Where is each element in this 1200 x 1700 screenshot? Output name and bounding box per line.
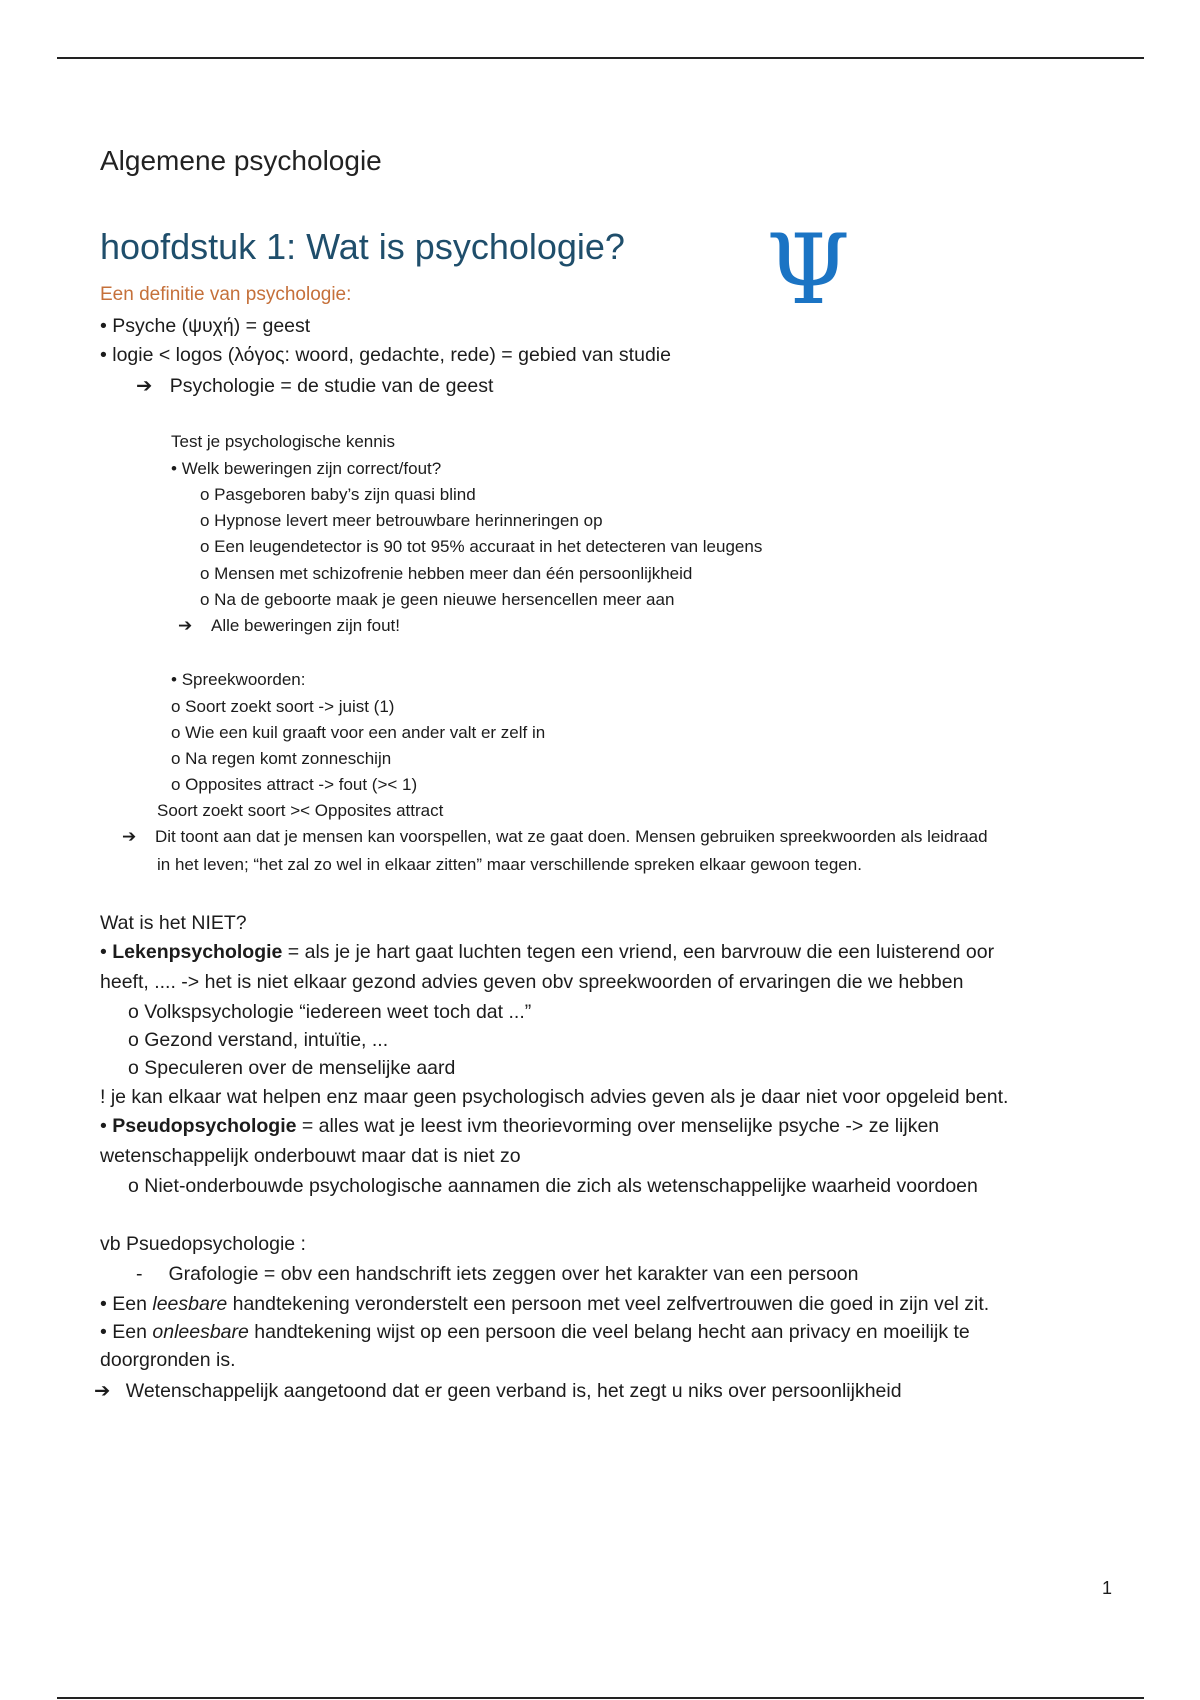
bottom-rule xyxy=(57,1697,1144,1699)
page-number: 1 xyxy=(1102,1578,1113,1598)
example-conclusion: ➔ Wetenschappelijk aangetoond dat er geen verband is, het zegt u niks over persoonlijkheid xyxy=(94,1380,902,1402)
arrow-icon: ➔ xyxy=(94,1380,111,1402)
pseudo-psychology: • Pseudopsychologie = alles wat je leest ivm theorievorming over menselijke psyche -> ze lijken xyxy=(100,1115,940,1137)
lay-psychology: • Lekenpsychologie = als je je hart gaat luchten tegen een vriend, een barvrouw die een luisterend oor xyxy=(100,941,995,963)
definition-conclusion: ➔ Psychologie = de studie van de geest xyxy=(136,375,494,397)
definition-item: • logie < logos (λόγος: woord, gedachte, rede) = gebied van studie xyxy=(100,344,671,366)
document-title: Algemene psychologie xyxy=(100,145,382,176)
pseudo-psychology-line2: wetenschappelijk onderbouwt maar dat is niet zo xyxy=(100,1145,521,1167)
pseudo-item: o Niet-onderbouwde psychologische aannamen die zich als wetenschappelijke waarheid voordoen xyxy=(128,1175,978,1197)
proverb-item: o Soort zoekt soort -> juist (1) xyxy=(171,697,395,716)
test-question: • Welk beweringen zijn correct/fout? xyxy=(171,459,442,478)
lay-psychology-line2: heeft, .... -> het is niet elkaar gezond advies geven obv spreekwoorden of ervaringen die we hebben xyxy=(100,971,964,993)
arrow-icon: ➔ xyxy=(136,375,153,397)
proverb-item: o Opposites attract -> fout (>< 1) xyxy=(171,775,418,794)
test-statement: o Pasgeboren baby’s zijn quasi blind xyxy=(200,485,476,504)
readable-signature: • Een leesbare handtekening veronderstelt een persoon met veel zelfvertrouwen die goed in zijn vel zit. xyxy=(100,1293,990,1315)
lay-item: o Speculeren over de menselijke aard xyxy=(128,1057,456,1079)
lay-item: o Gezond verstand, intuïtie, ... xyxy=(128,1029,389,1051)
proverbs-heading: • Spreekwoorden: xyxy=(171,670,306,689)
test-statement: o Na de geboorte maak je geen nieuwe hersencellen meer aan xyxy=(200,590,675,609)
definition-item: • Psyche (ψυχή) = geest xyxy=(100,315,311,337)
top-rule xyxy=(57,57,1144,59)
chapter-heading: hoofdstuk 1: Wat is psychologie? xyxy=(100,226,625,267)
not-heading: Wat is het NIET? xyxy=(100,912,247,934)
proverb-item: o Na regen komt zonneschijn xyxy=(171,749,392,768)
proverb-contrast: Soort zoekt soort >< Opposites attract xyxy=(157,801,444,820)
test-statement: o Mensen met schizofrenie hebben meer dan één persoonlijkheid xyxy=(200,564,693,583)
unreadable-signature-line2: doorgronden is. xyxy=(100,1349,236,1371)
advice-note: ! je kan elkaar wat helpen enz maar geen psychologisch advies geven als je daar niet voor opgeleid bent. xyxy=(100,1086,1009,1108)
psi-logo-icon: Ψ xyxy=(766,214,851,326)
proverb-conclusion-line2: in het leven; “het zal zo wel in elkaar zitten” maar verschillende spreken elkaar gewoon tegen. xyxy=(157,855,862,874)
test-heading: Test je psychologische kennis xyxy=(171,432,395,451)
lay-item: o Volkspsychologie “iedereen weet toch dat ...” xyxy=(128,1001,532,1023)
proverb-conclusion: ➔ Dit toont aan dat je mensen kan voorspellen, wat ze gaat doen. Mensen gebruiken spreekwoorden als leidraad xyxy=(122,827,988,846)
grafologie-item: - Grafologie = obv een handschrift iets zeggen over het karakter van een persoon xyxy=(136,1263,859,1285)
arrow-icon: ➔ xyxy=(122,827,137,846)
arrow-icon: ➔ xyxy=(178,616,193,635)
test-conclusion: ➔ Alle beweringen zijn fout! xyxy=(178,616,400,635)
definition-heading: Een definitie van psychologie: xyxy=(100,284,352,305)
example-heading: vb Psuedopsychologie : xyxy=(100,1233,306,1255)
proverb-item: o Wie een kuil graaft voor een ander valt er zelf in xyxy=(171,723,546,742)
unreadable-signature: • Een onleesbare handtekening wijst op een persoon die veel belang hecht aan privacy en moeilijk te xyxy=(100,1321,970,1343)
test-statement: o Hypnose levert meer betrouwbare herinneringen op xyxy=(200,511,603,530)
test-statement: o Een leugendetector is 90 tot 95% accuraat in het detecteren van leugens xyxy=(200,537,763,556)
